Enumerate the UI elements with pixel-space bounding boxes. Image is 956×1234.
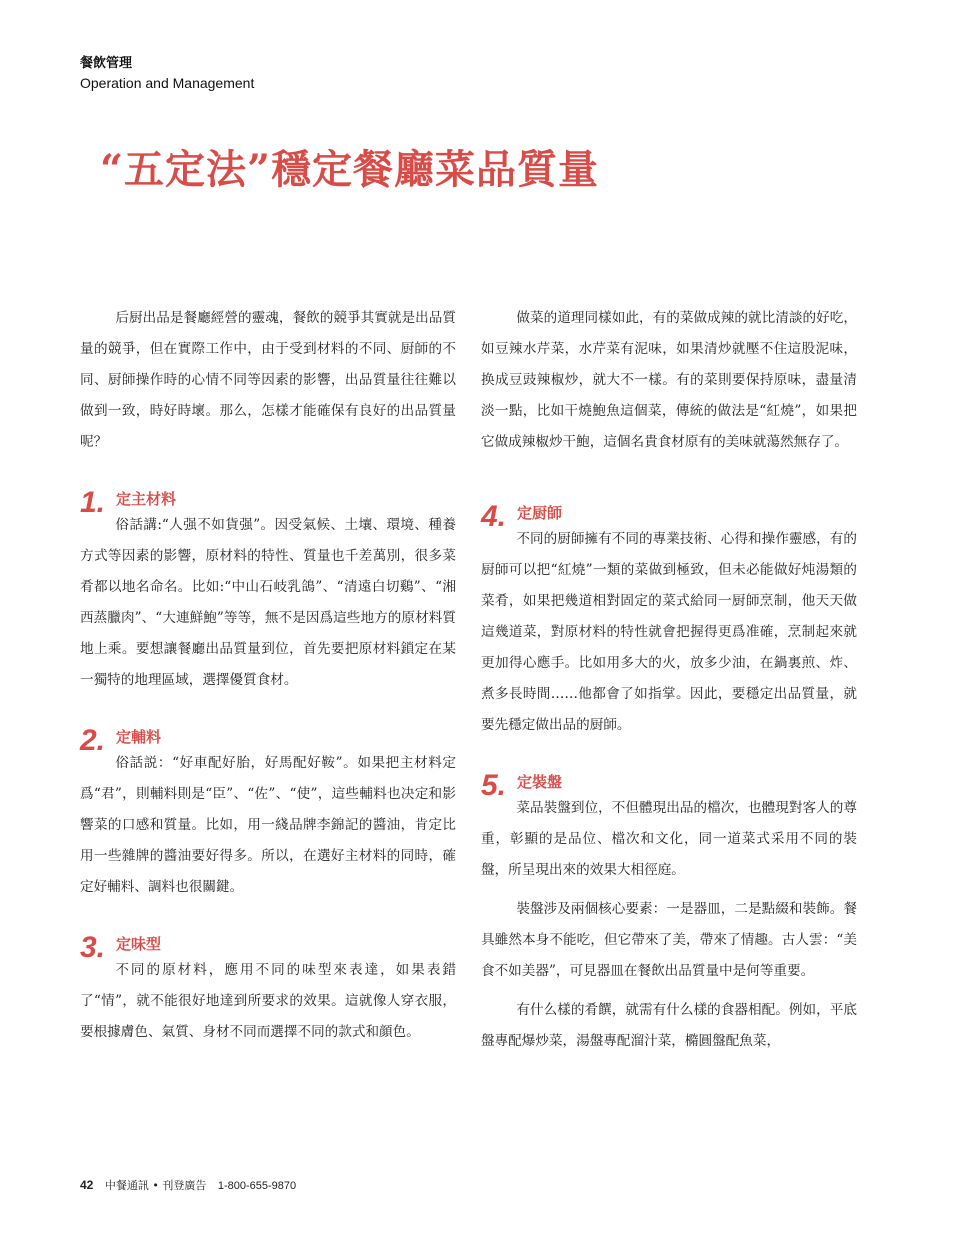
section-title: 定主材料 bbox=[116, 490, 177, 508]
section-title: 定裝盤 bbox=[517, 773, 563, 791]
continued-paragraph: 做菜的道理同樣如此，有的菜做成辣的就比清談的好吃，如豆辣水芹菜，水芹菜有泥味，如果清炒就壓不住這股泥味，换成豆豉辣椒炒，就大不一樣。有的菜則要保持原味，盡量清淡一點，比如干燒鮑魚這個菜，傳統的做法是“紅燒”，如果把它做成辣椒炒干鮑，這個名貴食材原有的美味就蕩然無存了。 bbox=[481, 310, 857, 450]
section-number: 2. bbox=[80, 724, 106, 757]
article-title: “五定法”穩定餐廳菜品質量 bbox=[100, 146, 600, 193]
section-heading-2 bbox=[80, 726, 456, 766]
section-heading-3 bbox=[80, 933, 456, 973]
section-body-5b: 裝盤涉及兩個核心要素：一是器皿，二是點綴和裝飾。餐具雖然本身不能吃，但它帶來了美，帶來了情趣。古人雲：“美食不如美器”，可見器皿在餐飲出品質量中是何等重要。 bbox=[481, 901, 857, 979]
section-number: 4. bbox=[481, 500, 507, 533]
section-heading-4 bbox=[481, 502, 857, 542]
section-body-2: 俗話説：“好車配好胎，好馬配好鞍”。如果把主材料定爲“君”，則輔料則是“臣”、“佐”、“使”，這些輔料也决定和影響菜的口感和質量。比如，用一綫品牌李錦記的醬油，肯定比用一些雜牌的醬油要好得多。所以，在選好主材料的同時，確定好輔料、調料也很關鍵。 bbox=[80, 755, 456, 895]
page-number: 42 bbox=[80, 1178, 94, 1192]
section-body-5c: 有什么樣的肴饌，就需有什么樣的食器相配。例如，平底盤專配爆炒菜，湯盤專配溜汁菜，橢圓盤配魚菜， bbox=[481, 1002, 857, 1049]
phone-number: 1-800-655-9870 bbox=[217, 1180, 297, 1192]
publication-name: 中餐通訊 • 刊登廣告 bbox=[104, 1179, 207, 1192]
page-footer bbox=[80, 1177, 296, 1193]
section-body-1: 俗話講:“人强不如貨强”。因受氣候、土壤、環境、種養方式等因素的影響，原材料的特性、質量也千差萬別，很多菜肴都以地名命名。比如:“中山石岐乳鴿”、“清遠白切鷄”、“湘西蒸臘肉”、“大連鮮鮑”等等，無不是因爲這些地方的原材料質地上乘。要想讓餐廳出品質量到位，首先要把原材料鎖定在某一獨特的地理區域，選擇優質食材。 bbox=[80, 517, 456, 688]
section-body-3: 不同的原材料，應用不同的味型來表達，如果表錯了“情”，就不能很好地達到所要求的效果。這就像人穿衣服，要根據膚色、氣質、身材不同而選擇不同的款式和顔色。 bbox=[80, 962, 456, 1040]
section-heading-5 bbox=[481, 771, 857, 811]
section-body-5a: 菜品裝盤到位，不但體現出品的檔次，也體現對客人的尊重，彰顯的是品位、檔次和文化，同一道菜式采用不同的裝盤，所呈現出來的效果大相徑庭。 bbox=[481, 800, 857, 878]
section-number: 3. bbox=[80, 931, 106, 964]
section-title: 定輔料 bbox=[116, 728, 162, 746]
section-body-4: 不同的厨師擁有不同的專業技術、心得和操作靈感，有的厨師可以把“紅燒”一類的菜做到極致，但未必能做好炖湯類的菜肴，如果把幾道相對固定的菜式給同一厨師烹制，他天天做這幾道菜，對原材料的特性就會把握得更爲准確，烹制起來就更加得心應手。比如用多大的火，放多少油，在鍋裏煎、炸、煮多長時間……他都會了如指掌。因此，要穩定出品質量，就要先穩定做出品的厨師。 bbox=[481, 531, 857, 733]
section-name-en: Operation and Management bbox=[80, 75, 255, 91]
section-number: 5. bbox=[481, 769, 507, 802]
section-name-zh: 餐飲管理 bbox=[80, 56, 133, 71]
left-column bbox=[80, 303, 456, 1048]
section-title: 定厨師 bbox=[517, 504, 563, 522]
intro-paragraph: 后厨出品是餐廳經營的靈魂，餐飲的競爭其實就是出品質量的競爭，但在實際工作中，由于受到材料的不同、厨師的不同、厨師操作時的心情不同等因素的影響，出品質量往往難以做到一致，時好時壞。那么，怎樣才能確保有良好的出品質量呢？ bbox=[80, 310, 456, 450]
section-title: 定味型 bbox=[116, 935, 162, 953]
section-heading-1 bbox=[80, 488, 456, 528]
right-column bbox=[481, 303, 857, 1057]
section-number: 1. bbox=[80, 486, 106, 519]
section-header bbox=[80, 52, 254, 91]
